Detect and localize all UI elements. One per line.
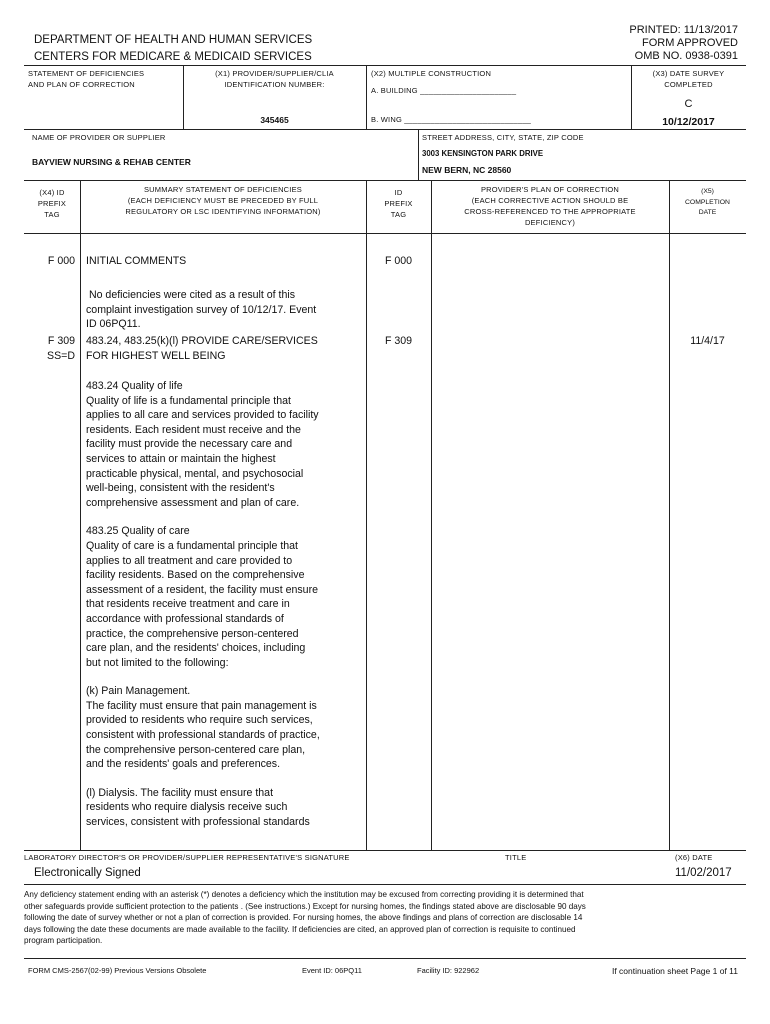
disclaimer: Any deficiency statement ending with an asterisk (*) denotes a deficiency which the institution may be excused from correcting providing it is determined that other safeguards provide sufficient protection to the patients . (See instructions.) Except for nursing homes, the findings stated above are disclosable 90 days following the date of survey whether or not a plan of correction is provided. For nursing homes, the above findings and plans of correction are disclosable 14 days following the date these documents are made available to the facility. If deficiencies are cited, an approved plan of correction is requisite to continued program participation. [24, 890, 586, 945]
street-address: 3003 KENSINGTON PARK DRIVE [422, 149, 544, 158]
completion-date-header: (X5) COMPLETION DATE [685, 188, 730, 216]
x1-label-2: IDENTIFICATION NUMBER: [224, 80, 325, 89]
rule-v2 [366, 65, 367, 129]
rule-col3 [431, 180, 432, 850]
x3-label-2: COMPLETED [664, 80, 713, 89]
rule-4 [24, 233, 746, 234]
provider-name-label: NAME OF PROVIDER OR SUPPLIER [32, 133, 166, 142]
f000-title: INITIAL COMMENTS [86, 255, 187, 267]
omb-number: OMB NO. 0938-0391 [634, 50, 738, 62]
f309-completion-date: 11/4/17 [690, 335, 725, 347]
city-state-zip: NEW BERN, NC 28560 [422, 165, 512, 175]
form-approved: FORM APPROVED [642, 37, 738, 49]
signature-date-label: (X6) DATE [675, 853, 713, 862]
statement-label-2: AND PLAN OF CORRECTION [28, 80, 135, 89]
rule-col4 [669, 180, 670, 850]
x1-identification-number: 345465 [260, 115, 289, 125]
paragraph-pain-management: (k) Pain Management. The facility must ensure that pain management is provided to residents who require such services, consistent with professional standards of practice, the comprehensive person-centered care plan, and the residents' goals and preferences. [86, 685, 320, 771]
centers-title: CENTERS FOR MEDICARE & MEDICAID SERVICES [34, 51, 312, 63]
f309-regulation-text [86, 379, 366, 830]
signature-date: 11/02/2017 [675, 867, 732, 879]
signature-label: LABORATORY DIRECTOR'S OR PROVIDER/SUPPLIER REPRESENTATIVE'S SIGNATURE [24, 853, 350, 862]
printed-date: PRINTED: 11/13/2017 [629, 24, 738, 36]
rule-v4 [418, 129, 419, 180]
x1-label-1: (X1) PROVIDER/SUPPLIER/CLIA [215, 69, 334, 78]
x3-code: C [684, 98, 693, 110]
f000-id-prefix: F 000 [384, 255, 413, 267]
f309-id-prefix: F 309 [384, 335, 413, 347]
rule-3 [24, 180, 746, 181]
address-label: STREET ADDRESS, CITY, STATE, ZIP CODE [422, 133, 584, 142]
summary-header: SUMMARY STATEMENT OF DEFICIENCIES (EACH DEFICIENCY MUST BE PRECEDED BY FULL REGULATORY OR LSC IDENTIFYING INFORMATION) [125, 185, 321, 216]
signature-value: Electronically Signed [34, 867, 141, 879]
rule-footer [24, 958, 746, 959]
id-prefix-header: ID PREFIX TAG [384, 188, 413, 219]
form-number: FORM CMS-2567(02-99) Previous Versions Obsolete [28, 966, 207, 975]
f000-comment: No deficiencies were cited as a result of this complaint investigation survey of 10/12/17. Event ID 06PQ11. [86, 289, 317, 331]
rule-col1 [80, 180, 81, 850]
f309-title: 483.24, 483.25(k)(l) PROVIDE CARE/SERVICES FOR HIGHEST WELL BEING [86, 335, 318, 362]
f309-prefix-tag: F 309 [47, 335, 75, 347]
rule-2 [24, 129, 746, 130]
provider-name: BAYVIEW NURSING & REHAB CENTER [32, 157, 191, 167]
f309-scope-severity: SS=D [47, 350, 75, 362]
paragraph-quality-of-life: 483.24 Quality of life Quality of life is a fundamental principle that applies to all care and services provided to facility residents. Each resident must receive and the facility must provide the necessary care and services to attain or maintain the highest practicable physical, mental, and psychosocial well-being, consistent with the resident's comprehensive assessment and plan of care. [86, 380, 319, 509]
rule-col2 [366, 180, 367, 850]
rule-top [24, 65, 746, 66]
f000-prefix-tag: F 000 [47, 255, 75, 267]
x2-wing: B. WING _____________________________ [371, 115, 532, 124]
paragraph-dialysis: (l) Dialysis. The facility must ensure that residents who require dialysis receive such services, consistent with professional standards [86, 786, 310, 829]
x2-building: A. BUILDING ______________________ [371, 86, 517, 95]
x2-label: (X2) MULTIPLE CONSTRUCTION [371, 69, 492, 78]
facility-id: Facility ID: 922962 [417, 966, 480, 975]
page-indicator: If continuation sheet Page 1 of 11 [611, 966, 738, 976]
title-label: TITLE [505, 853, 527, 862]
paragraph-quality-of-care: 483.25 Quality of care Quality of care is a fundamental principle that applies to all treatment and care provided to facility residents. Based on the comprehensive assessment of a resident, the facility must ensure that residents receive treatment and care in accordance with professional standards of practice, the comprehensive person-centered care plan, and the residents' choices, including but not limited to the following: [86, 525, 318, 669]
department-title: DEPARTMENT OF HEALTH AND HUMAN SERVICES [34, 34, 313, 46]
rule-sig-bottom [24, 884, 746, 885]
x3-label-1: (X3) DATE SURVEY [652, 69, 725, 78]
statement-label-1: STATEMENT OF DEFICIENCIES [28, 69, 145, 78]
x3-survey-date: 10/12/2017 [662, 116, 715, 128]
x4-header: (X4) ID PREFIX TAG [37, 188, 67, 219]
event-id: Event ID: 06PQ11 [302, 966, 362, 975]
plan-of-correction-header: PROVIDER'S PLAN OF CORRECTION (EACH CORRECTIVE ACTION SHOULD BE CROSS-REFERENCED TO THE APPROPRIATE DEFICIENCY) [464, 185, 636, 227]
rule-sig-top [24, 850, 746, 851]
